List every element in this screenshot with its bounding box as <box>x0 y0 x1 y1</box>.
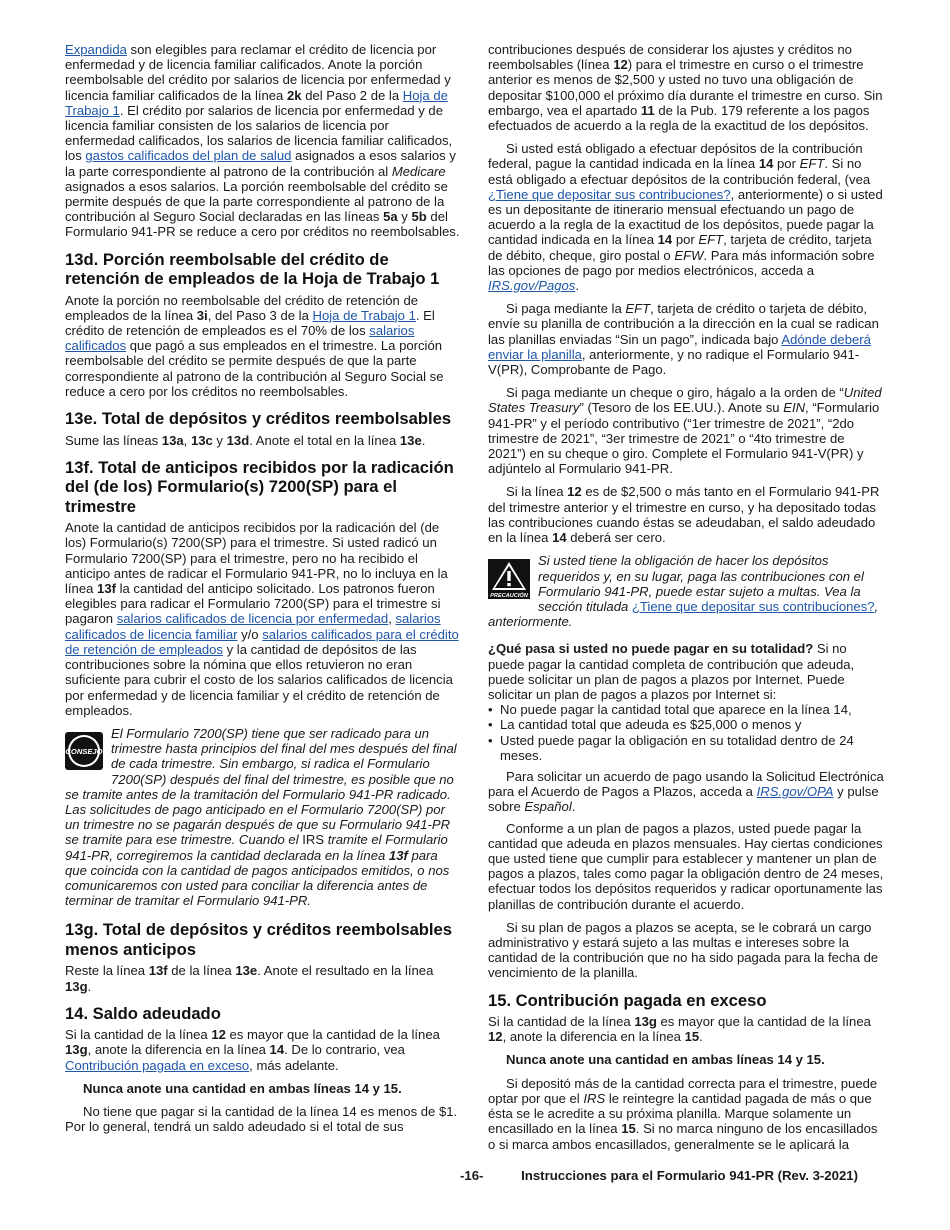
paragraph-13e <box>65 433 462 448</box>
text-run: , anote la diferencia en la línea <box>87 1042 270 1058</box>
text-run: , anteriormente) o si usted es un depositante de itinerario mensual efectuando un pago de acuerdo a la regla de la exactitud de los depósitos, puede pagar la cantidad indicada en la línea <box>488 186 883 248</box>
heading-13e: 13e. Total de depósitos y créditos reembolsables <box>65 409 452 429</box>
italic-text: Español <box>524 799 572 815</box>
text-run: El Formulario 7200(SP) tiene que ser radicado para un trimestre hasta principios del final del mes después del final de cada trimestre. Sin embargo, si radica el Formulario 7200(SP) después del final del trimestre, es posible que no se tramite antes de la tramitación del Formulario 941-PR radicado. Las solicitudes de pago anticipado en el Formulario 7200(SP) por un trimestre no se pagarán después de que su Formulario 941-PR se tramite para ese trimestre. Cuando el <box>65 725 457 848</box>
page-number: -16- <box>460 1168 484 1183</box>
text-run: y la cantidad de depósitos de las contribuciones sobre la nómina que ellos retuvieron no eran suficiente para cubrir el costo de los salarios calificados de licencia por enfermedad y de licencia familiar y el crédito de retención de empleados. <box>65 641 453 718</box>
inline-link[interactable]: ¿Tiene que depositar sus contribuciones? <box>631 598 875 614</box>
caution-icon-label: PRECAUCIÓN <box>490 593 528 600</box>
text-run: Anote la cantidad de anticipos recibidos por la radicación del (de los) Formulario(s) 7200(SP) para el trimestre. Si usted radicó un Formulario 7200(SP) para el trimestre, pero no ha recibido el anticipo antes de radicar el Formulario 941-PR, no lo incluya en la línea <box>65 520 448 597</box>
list-item: • No puede pagar la cantidad total que aparece en la línea 14, <box>488 702 884 717</box>
text-run: . Anote el resultado en la línea <box>257 963 434 979</box>
inline-link[interactable]: IRS.gov/OPA <box>756 784 834 800</box>
text-run: . <box>421 432 426 448</box>
inline-link[interactable]: salarios calificados de licencia familiar <box>65 611 441 642</box>
inline-link[interactable]: Expandida <box>65 42 127 57</box>
text-run: y/o <box>237 626 263 642</box>
inline-link[interactable]: Hoja de Trabajo 1 <box>65 87 448 118</box>
text-run: , más adelante. <box>249 1057 339 1073</box>
text-run: . <box>699 1029 703 1045</box>
text-run: Anote la porción no reembolsable del crédito de retención de empleados de la línea <box>65 292 419 323</box>
text-run: . El crédito de retención de empleados es el 70% de los <box>65 307 435 339</box>
text-run: deberá ser cero. <box>566 530 666 546</box>
text-run: , anote la diferencia en la línea <box>502 1029 685 1045</box>
paragraph-eft <box>488 301 884 377</box>
inline-link[interactable]: Contribución pagada en exceso <box>65 1057 250 1073</box>
bold-text: 13c <box>190 432 213 448</box>
text-run: es de $2,500 o más tanto en el Formulario 941-PR del trimestre anterior y el trimestre en curso, y ha depositado todas las contribuciones cuando éstas se adeudaban, el saldo adeudado en la línea <box>488 484 880 546</box>
bold-text: 14 <box>758 156 774 172</box>
text-run: , anteriormente. <box>488 598 879 630</box>
text-run: de la línea <box>167 963 236 979</box>
text-run: Si usted está obligado a efectuar depósitos de la contribución federal, pague la cantidad indicada en la línea <box>488 141 863 172</box>
text-run: por <box>773 156 800 172</box>
text-run: . <box>575 278 579 294</box>
left-column <box>65 42 462 1142</box>
bold-text: 15 <box>621 1121 636 1137</box>
text-run: . Si no está obligado a efectuar depósitos de la contribución federal, (vea <box>488 156 871 187</box>
text-run: y <box>212 432 227 448</box>
paragraph-accepted: Si su plan de pagos a plazos se acepta, se le cobrará un cargo administrativo y estará sujeto a las multas e intereses sobre la cantidad de la contribución que no ha sido pagada para la fecha de vencimiento de la planilla. <box>488 919 879 981</box>
text-run: por <box>672 232 699 248</box>
never-both-lines-15: Nunca anote una cantidad en ambas líneas 14 y 15. <box>506 1052 825 1068</box>
paragraph-13g <box>65 963 462 993</box>
bold-text: 13e <box>399 432 422 448</box>
text-run: . <box>87 978 92 994</box>
bold-text: 13e <box>235 963 258 979</box>
inline-link[interactable]: IRS.gov/Pagos <box>488 278 576 294</box>
heading-15: 15. Contribución pagada en exceso <box>488 990 767 1010</box>
tip-icon-label: CONSEJO <box>65 746 103 756</box>
tip-icon <box>65 732 103 770</box>
italic-text: EIN <box>783 400 806 416</box>
text-run: . Anote el total en la línea <box>249 432 400 448</box>
paragraph-14b: No tiene que pagar si la cantidad de la línea 14 es menos de $1. Por lo general, tendrá un saldo adeudado si el total de sus <box>65 1104 458 1135</box>
text-run: , <box>183 432 191 448</box>
text-run: del Paso 2 de la <box>301 87 403 103</box>
italic-text: Medicare <box>391 163 446 179</box>
caution-note <box>488 553 884 629</box>
bold-text: 2k <box>286 87 302 103</box>
paragraph-overpaid <box>488 1076 884 1152</box>
inline-link[interactable]: Hoja de Trabajo 1 <box>312 307 416 323</box>
text-run: Si paga mediante un cheque o giro, hágalo a la orden de “ <box>506 385 844 401</box>
text-run: , <box>388 611 396 627</box>
page-footer <box>460 1168 890 1183</box>
text-run: para que coincida con la cantidad de pagos anticipados emitidos, o nos comunicaremos con usted para conciliar la diferencia antes de terminar de tramitar el Formulario 941-PR. <box>65 847 450 909</box>
paragraph-14 <box>65 1027 462 1073</box>
inline-link[interactable]: ¿Tiene que depositar sus contribuciones? <box>488 186 731 202</box>
list-item: • La cantidad total que adeuda es $25,000 o menos y <box>488 717 884 732</box>
bold-text: 13g <box>65 1042 88 1058</box>
italic-text: United States Treasury <box>488 385 882 416</box>
bold-text: 12 <box>613 57 628 73</box>
bold-text: 12 <box>211 1027 226 1043</box>
text-run: le reintegre la cantidad pagada de más o que ésta se le acredite a su próxima planilla. Marque solamente un encasillado en la línea <box>488 1090 872 1137</box>
paragraph-plan: Conforme a un plan de pagos a plazos, usted puede pagar la cantidad que adeuda en plazos mensuales. Hay ciertas condiciones que usted tiene que cumplir para establecer y mantener un plan de pagos a plazos, tales como pagar la obligación dentro de 24 meses, efectuar todos los depósitos requeridos y radicar oportunamente las planillas de contribución durante el acuerdo. <box>488 820 884 912</box>
text-run: es mayor que la cantidad de la línea <box>225 1027 440 1043</box>
caution-text <box>488 553 878 629</box>
paragraph-13f <box>65 520 462 718</box>
bold-text: 14 <box>657 232 673 248</box>
text-run: Reste la línea <box>65 963 149 979</box>
text-run: Si la línea <box>506 484 568 500</box>
text-run: son elegibles para reclamar el crédito de licencia por enfermedad y de licencia familiar calificados. Anote la porción reembolsable del crédito por salarios de licencia por enfermedad y licencia familiar calificados de la línea <box>65 42 451 103</box>
bold-text: 3i <box>196 307 208 323</box>
italic-text: EFT <box>799 156 825 172</box>
bold-text: 13d <box>226 432 250 448</box>
footer-title: Instrucciones para el Formulario 941-PR (Rev. 3-2021) <box>521 1168 859 1183</box>
text-run: contribuciones después de considerar los ajustes y créditos no reembolsables (línea <box>488 42 852 73</box>
heading-13d: 13d. Porción reembolsable del crédito de retención de empleados de la Hoja de Trabajo 1 <box>65 249 440 289</box>
inline-link[interactable]: Adónde deberá enviar la planilla <box>488 331 871 362</box>
text-run: asignados a esos salarios. La porción reembolsable del crédito se permite después de que la parte correspondiente al patrono de la contribución al Seguro Social declaradas en las líneas <box>65 178 448 225</box>
text-run: Para solicitar un acuerdo de pago usando la Solicitud Electrónica para el Acuerdo de Pagos a Plazos, acceda a <box>488 768 884 800</box>
text-run: . De lo contrario, vea <box>284 1042 405 1058</box>
bold-text: 13g <box>634 1014 657 1030</box>
bold-text: 12 <box>567 484 582 500</box>
never-both-lines-14: Nunca anote una cantidad en ambas líneas 14 y 15. <box>83 1080 402 1096</box>
text-run: Si no puede pagar la cantidad completa de contribución que adeuda, puede solicitar un plan de pagos a plazos por Internet. Puede solicitar un plan de pagos a plazos por Internet si: <box>488 641 855 702</box>
text-run: . <box>571 799 576 815</box>
text-run: Si depositó más de la cantidad correcta para el trimestre, puede optar por que el <box>488 1075 878 1106</box>
text-run: , tarjeta de crédito o tarjeta de débito, envíe su planilla de contribución a la dirección en la cual se radican las planillas enviadas “Sin un pago”, indicada bajo <box>488 301 879 347</box>
paragraph-13d <box>65 293 462 399</box>
text-run: asignados a esos salarios y la parte correspondiente al patrono de la contribución al <box>65 148 456 179</box>
bold-text: 13f <box>97 581 116 597</box>
right-column <box>488 42 884 1160</box>
text-run: tramite el Formulario 941-PR, corregiremos la cantidad declarada en la línea <box>65 832 448 863</box>
bold-text: 13f <box>388 847 408 863</box>
text-run: ) para el trimestre en curso o el trimestre anterior es menos de $2,500 y usted no tuvo una obligación de depositar $100,000 el próximo día durante el trimestre en curso. Sin embargo, vea el apartado <box>488 57 883 118</box>
text-run: . Si no marca ninguno de los encasillados o si marca ambos encasillados, generalmente se le aplicará la <box>488 1121 878 1152</box>
bold-text: 13f <box>148 963 168 979</box>
text-run: Si paga mediante la <box>506 301 626 317</box>
bold-text: 14 <box>552 530 567 546</box>
inline-link[interactable]: salarios calificados <box>65 323 415 354</box>
text-run: . Para más información sobre las opciones de pago por medios electrónicos, acceda a <box>488 247 875 278</box>
caution-icon <box>488 559 530 599</box>
tip-note <box>65 726 462 908</box>
heading-14: 14. Saldo adeudado <box>65 1003 221 1023</box>
bold-text: 13g <box>65 978 88 994</box>
text-run: . El crédito por salarios de licencia por enfermedad y de licencia familiar consisten de los salarios de licencia por enfermedad calificados, los salarios de licencia familiar calificados, los <box>65 102 453 164</box>
italic-text: EFT <box>698 232 724 248</box>
text-run: de la Pub. 179 referente a los pagos efectuados de acuerdo a la regla de la exactitud de los depósitos. <box>488 102 870 134</box>
text-run: y <box>397 209 412 225</box>
text-run: , tarjeta de crédito, tarjeta de débito, cheque, giro postal o <box>488 232 872 263</box>
paragraph-check <box>488 385 884 476</box>
bold-text: 5b <box>411 209 427 225</box>
inline-link[interactable]: salarios calificados para el crédito de retención de empleados <box>65 626 459 657</box>
bold-text: 15 <box>684 1029 700 1045</box>
intro-paragraph <box>65 42 462 240</box>
paragraph-cannot-pay <box>488 641 884 702</box>
bold-text: 13a <box>161 432 184 448</box>
tip-text <box>65 726 457 908</box>
requirements-list <box>488 702 884 763</box>
text-run: Si usted tiene la obligación de hacer los depósitos requeridos y, en su lugar, paga las contribuciones con el Formulario 941-PR, puede estar sujeto a multas. Vea la sección titulada <box>538 553 864 614</box>
text-run: que pagó a sus empleados en el trimestre. La porción reembolsable del crédito se permite después de que la parte correspondiente al patrono de la contribución al Seguro Social se reduce a cero por los créditos no reembolsables. <box>65 338 444 399</box>
paragraph-deposits <box>488 141 884 293</box>
text-run: Sume las líneas <box>65 432 162 448</box>
bold-text: ¿Qué pasa si usted no puede pagar en su totalidad? <box>488 641 814 657</box>
bold-text: 14 <box>269 1042 285 1058</box>
italic-text: EFW <box>674 247 704 263</box>
heading-13f: 13f. Total de anticipos recibidos por la radicación del (de los) Formulario(s) 7200(SP) para el trimestre <box>65 457 454 516</box>
text-run: , anteriormente, y no radique el Formulario 941-V(PR), Comprobante de Pago. <box>488 346 860 378</box>
text-run: es mayor que la cantidad de la línea <box>656 1014 871 1030</box>
paragraph-opa <box>488 769 884 815</box>
list-item: • Usted puede pagar la obligación en su totalidad dentro de 24 meses. <box>488 733 884 763</box>
paragraph-15 <box>488 1014 884 1044</box>
heading-13g: 13g. Total de depósitos y créditos reembolsables menos anticipos <box>65 920 452 959</box>
inline-link[interactable]: salarios calificados de licencia por enfermedad <box>116 611 389 627</box>
text-run: , “Formulario 941-PR” y el período contributivo (“1er trimestre de 2021”, “2do trimestre de 2021”, “3er trimestre de 2021” o “4to trimestre de 2021”) en su cheque o giro. Complete el Formulario 941-V(PR) y adjúntelo al Formulario 941-PR. <box>488 400 880 477</box>
bold-text: 12 <box>488 1029 503 1045</box>
bold-text: 5a <box>383 209 398 225</box>
paragraph-line12 <box>488 484 884 545</box>
italic-text: IRS <box>583 1090 606 1106</box>
text-run: IRS <box>302 832 325 848</box>
text-run: ” (Tesoro de los EE.UU.). Anote su <box>579 400 784 416</box>
text-run: la cantidad del anticipo solicitado. Los patronos fueron elegibles para radicar el Formulario 7200(SP) para el trimestre si pagaron <box>65 581 441 627</box>
text-run: del Formulario 941-PR se reduce a cero por créditos no reembolsables. <box>65 209 460 240</box>
text-run: y pulse sobre <box>488 784 879 815</box>
paragraph-continued <box>488 42 884 133</box>
text-run: Si la cantidad de la línea <box>488 1014 635 1030</box>
inline-link[interactable]: gastos calificados del plan de salud <box>85 148 292 164</box>
text-run: Si la cantidad de la línea <box>65 1027 212 1043</box>
bold-text: 11 <box>640 102 655 118</box>
italic-text: EFT <box>625 301 651 317</box>
text-run: , del Paso 3 de la <box>207 307 313 323</box>
